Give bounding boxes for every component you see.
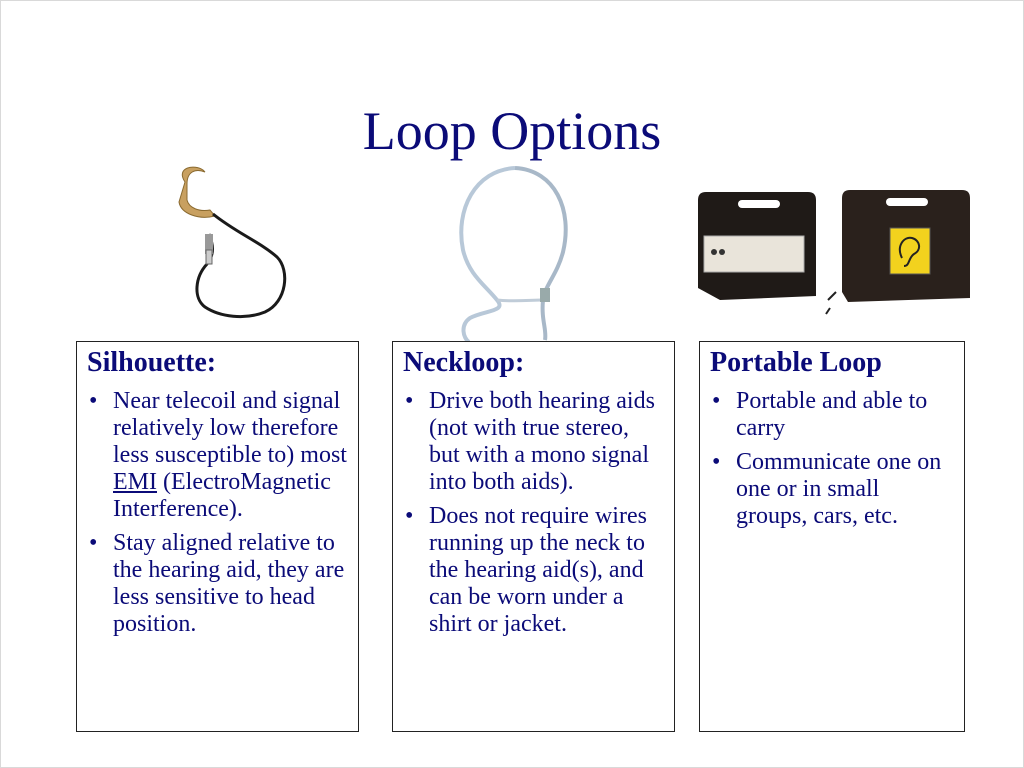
bullet-glyph: • [89,388,98,414]
bullet-text: Communicate one on one or in small groups, cars, etc. [736,449,942,529]
portable-loop-card [699,341,965,732]
silhouette-image [165,162,305,327]
silhouette-heading: Silhouette: [87,347,217,378]
emi-link[interactable]: EMI [113,469,157,495]
neckloop-image [445,160,585,345]
list-item [403,503,664,638]
bullet-text: Stay aligned relative to the hearing aid, they are less sensitive to head position. [113,530,345,637]
neckloop-card [392,341,675,732]
silhouette-card [76,341,359,732]
bullet-text: Portable and able to carry [736,388,928,441]
portable-loop-image [690,188,975,318]
neckloop-heading: Neckloop: [403,347,525,378]
bullet-text: Near telecoil and signal relatively low therefore less susceptible to) most [113,388,347,468]
silhouette-bullets [87,388,348,638]
list-item [87,388,348,523]
bullet-glyph: • [89,530,98,556]
bullet-glyph: • [712,388,721,414]
slide-title: Loop Options [362,101,662,161]
list-item [403,388,664,496]
neckloop-bullets [403,388,664,638]
bullet-glyph: • [405,503,414,529]
list-item [710,388,954,442]
bullet-text: Does not require wires running up the neck to the hearing aid(s), and can be worn under a shirt or jacket. [429,503,647,637]
list-item [87,530,348,638]
bullet-text-continued: (ElectroMagnetic Interference). [113,469,331,522]
portable-loop-heading: Portable Loop [710,347,882,378]
list-item [710,449,954,530]
bullet-glyph: • [405,388,414,414]
bullet-glyph: • [712,449,721,475]
bullet-text: Drive both hearing aids (not with true stereo, but with a mono signal into both aids). [429,388,655,495]
portable-loop-bullets [710,388,954,530]
